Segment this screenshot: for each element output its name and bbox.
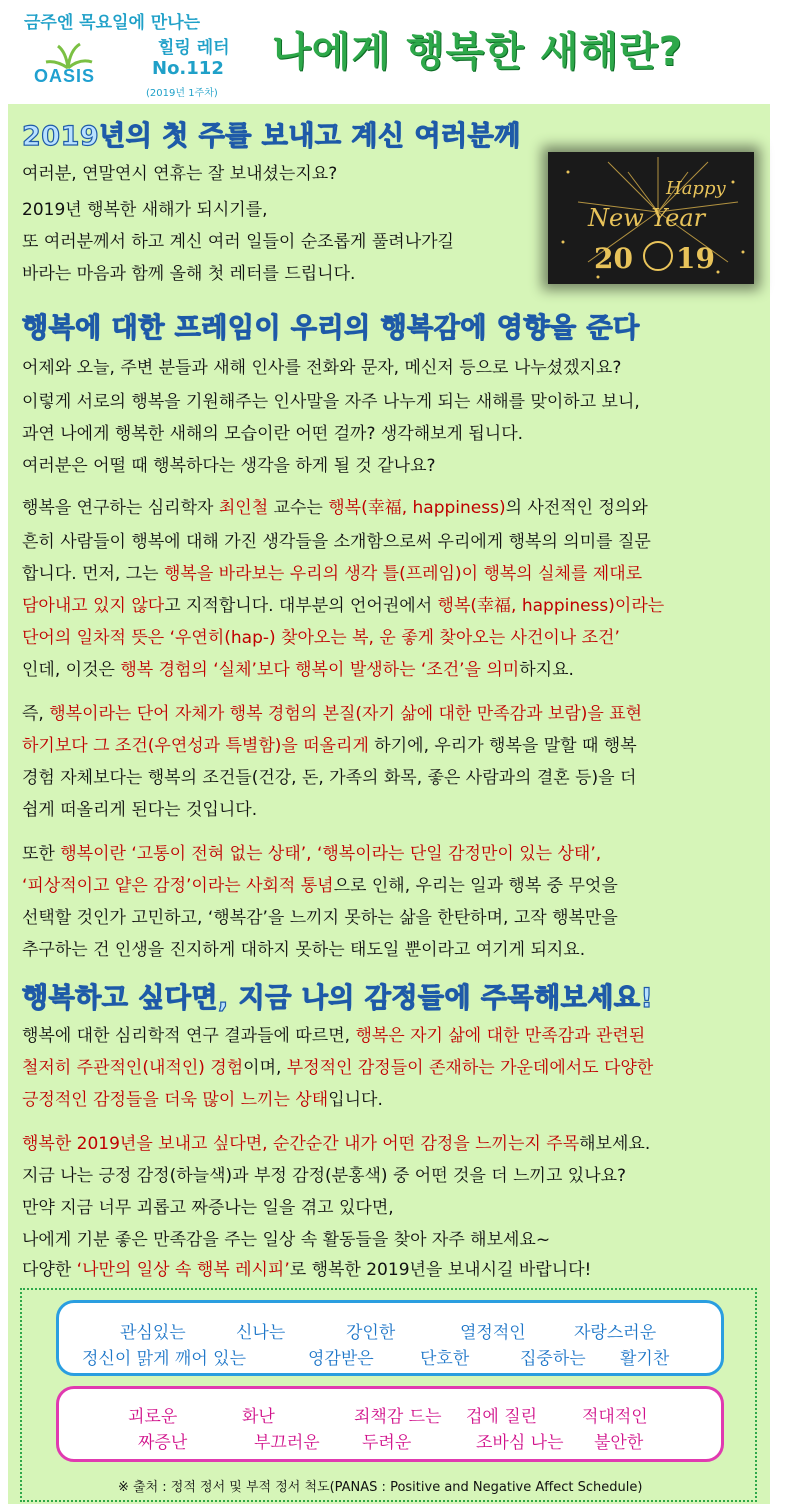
section3-p1-line: 긍정적인 감정들을 더욱 많이 느끼는 상태입니다. bbox=[22, 1090, 383, 1110]
negative-emotion: 적대적인 bbox=[582, 1407, 648, 1427]
new-year-image bbox=[548, 152, 754, 284]
negative-emotion: 괴로운 bbox=[128, 1407, 178, 1427]
header-letter-label: 힐링 레터 bbox=[158, 38, 230, 58]
negative-emotion: 겁에 질린 bbox=[466, 1407, 538, 1427]
issue-week: (2019년 1주차) bbox=[146, 88, 218, 99]
section3-p2-line: 지금 나는 긍정 감정(하늘색)과 부정 감정(분홍색) 중 어떤 것을 더 느끼고 있나요? bbox=[22, 1166, 627, 1186]
section2-p1-line: 어제와 오늘, 주변 분들과 새해 인사를 전화와 문자, 메신저 등으로 나누셨겠지요? bbox=[22, 358, 622, 378]
section3-p2-line: 행복한 2019년을 보내고 싶다면, 순간순간 내가 어떤 감정을 느끼는지 주목해보세요. bbox=[22, 1134, 651, 1154]
header-tagline: 금주엔 목요일에 만나는 bbox=[24, 13, 201, 33]
section2-p2-line: 단어의 일차적 뜻은 ‘우연히(hap-) 찾아오는 복, 운 좋게 찾아오는 사건이나 조건’ bbox=[22, 628, 620, 648]
section2-p4-line: 추구하는 건 인생을 진지하게 대하지 못하는 태도일 뿐이라고 여기게 되지요. bbox=[22, 940, 586, 960]
section2-p2-line: 행복을 연구하는 심리학자 최인철 교수는 행복(幸福, happiness)의 사전적인 정의와 bbox=[22, 498, 648, 518]
fireworks-icon bbox=[548, 152, 754, 284]
section2-p4-line: 또한 행복이란 ‘고통이 전혀 없는 상태’, ‘행복이라는 단일 감정만이 있는 상태’, bbox=[22, 844, 602, 864]
page-title: 나에게 행복한 새해란? bbox=[272, 29, 683, 75]
logo-text: OASIS bbox=[34, 66, 96, 86]
negative-emotion: 부끄러운 bbox=[254, 1433, 320, 1453]
section1-line: 2019년 행복한 새해가 되시기를, bbox=[22, 200, 268, 220]
positive-emotion: 영감받은 bbox=[308, 1349, 374, 1369]
section3-p2-line: 나에게 기분 좋은 만족감을 주는 일상 속 활동들을 찾아 자주 해보세요~ bbox=[22, 1230, 551, 1250]
section1-title: 2019년의 첫 주를 보내고 계신 여러분께 bbox=[22, 121, 521, 152]
header bbox=[0, 0, 789, 104]
section2-p1-line: 여러분은 어떨 때 행복하다는 생각을 하게 될 것 같나요? bbox=[22, 456, 436, 476]
issue-number: No.112 bbox=[152, 58, 224, 79]
section2-p3-line: 즉, 행복이라는 단어 자체가 행복 경험의 본질(자기 삶에 대한 만족감과 보람)을 표현 bbox=[22, 704, 643, 724]
positive-emotion: 정신이 맑게 깨어 있는 bbox=[82, 1349, 247, 1369]
negative-emotion: 화난 bbox=[242, 1407, 275, 1427]
section3-p2-line: 만약 지금 너무 괴롭고 짜증나는 일을 겪고 있다면, bbox=[22, 1198, 394, 1218]
section2-p4-line: 선택할 것인가 고민하고, ‘행복감’을 느끼지 못하는 삶을 한탄하며, 고작 행복만을 bbox=[22, 908, 618, 928]
positive-emotion: 단호한 bbox=[420, 1349, 470, 1369]
positive-emotion: 열정적인 bbox=[460, 1323, 526, 1343]
positive-emotion: 관심있는 bbox=[120, 1323, 186, 1343]
section2-p1-line: 이렇게 서로의 행복을 기원해주는 인사말을 자주 나누게 되는 새해를 맞이하고 보니, bbox=[22, 392, 640, 412]
section2-p4-line: ‘피상적이고 얕은 감정’이라는 사회적 통념으로 인해, 우리는 일과 행복 중 무엇을 bbox=[22, 876, 618, 896]
positive-emotion: 신나는 bbox=[236, 1323, 286, 1343]
section2-p2-line: 흔히 사람들이 행복에 대해 가진 생각들을 소개함으로써 우리에게 행복의 의미를 질문 bbox=[22, 532, 651, 552]
section2-p3-line: 경험 자체보다는 행복의 조건들(건강, 돈, 가족의 화목, 좋은 사람과의 결혼 등)을 더 bbox=[22, 768, 637, 788]
section3-title: 행복하고 싶다면, 지금 나의 감정들에 주목해보세요! bbox=[22, 983, 654, 1014]
positive-emotion: 집중하는 bbox=[520, 1349, 586, 1369]
image-year-part1: 20 bbox=[594, 242, 633, 275]
negative-emotion: 불안한 bbox=[594, 1433, 644, 1453]
section2-p3-line: 쉽게 떠올리게 된다는 것입니다. bbox=[22, 800, 258, 820]
section1-line: 바라는 마음과 함께 올해 첫 레터를 드립니다. bbox=[22, 264, 356, 284]
negative-emotion: 조바심 나는 bbox=[476, 1433, 564, 1453]
image-year-part2: 19 bbox=[676, 242, 715, 275]
positive-emotion: 자랑스러운 bbox=[574, 1323, 657, 1343]
section3-p1-line: 철저히 주관적인(내적인) 경험이며, 부정적인 감정들이 존재하는 가운데에서도 다양한 bbox=[22, 1058, 654, 1078]
section2-title: 행복에 대한 프레임이 우리의 행복감에 영향을 준다 bbox=[22, 313, 640, 344]
section2-p1-line: 과연 나에게 행복한 새해의 모습이란 어떤 걸까? 생각해보게 됩니다. bbox=[22, 424, 524, 444]
negative-emotion: 죄책감 드는 bbox=[354, 1407, 442, 1427]
negative-emotion: 짜증난 bbox=[138, 1433, 188, 1453]
section1-line: 여러분, 연말연시 연휴는 잘 보내셨는지요? bbox=[22, 164, 338, 184]
section3-p2-line: 다양한 ‘나만의 일상 속 행복 레시피’로 행복한 2019년을 보내시길 바랍니다! bbox=[22, 1260, 592, 1280]
source-note: ※ 출처 : 정적 정서 및 부적 정서 척도(PANAS : Positive and Negative Affect Schedule) bbox=[118, 1480, 643, 1495]
image-new-year-text: New Year bbox=[588, 204, 706, 232]
negative-emotion: 두려운 bbox=[362, 1433, 412, 1453]
section3-p1-line: 행복에 대한 심리학적 연구 결과들에 따르면, 행복은 자기 삶에 대한 만족감과 관련된 bbox=[22, 1026, 646, 1046]
positive-emotion: 활기찬 bbox=[620, 1349, 670, 1369]
section2-p2-line: 인데, 이것은 행복 경험의 ‘실체’보다 행복이 발생하는 ‘조건’을 의미하지요. bbox=[22, 660, 574, 680]
section1-line: 또 여러분께서 하고 계신 여러 일들이 순조롭게 풀려나가길 bbox=[22, 232, 454, 252]
section2-p2-line: 합니다. 먼저, 그는 행복을 바라보는 우리의 생각 틀(프레임)이 행복의 실체를 제대로 bbox=[22, 564, 643, 584]
positive-emotion: 강인한 bbox=[346, 1323, 396, 1343]
image-happy-text: Happy bbox=[666, 178, 726, 199]
section2-p2-line: 담아내고 있지 않다고 지적합니다. 대부분의 언어권에서 행복(幸福, happiness)이라는 bbox=[22, 596, 665, 616]
section2-p3-line: 하기보다 그 조건(우연성과 특별함)을 떠올리게 하기에, 우리가 행복을 말할 때 행복 bbox=[22, 736, 637, 756]
